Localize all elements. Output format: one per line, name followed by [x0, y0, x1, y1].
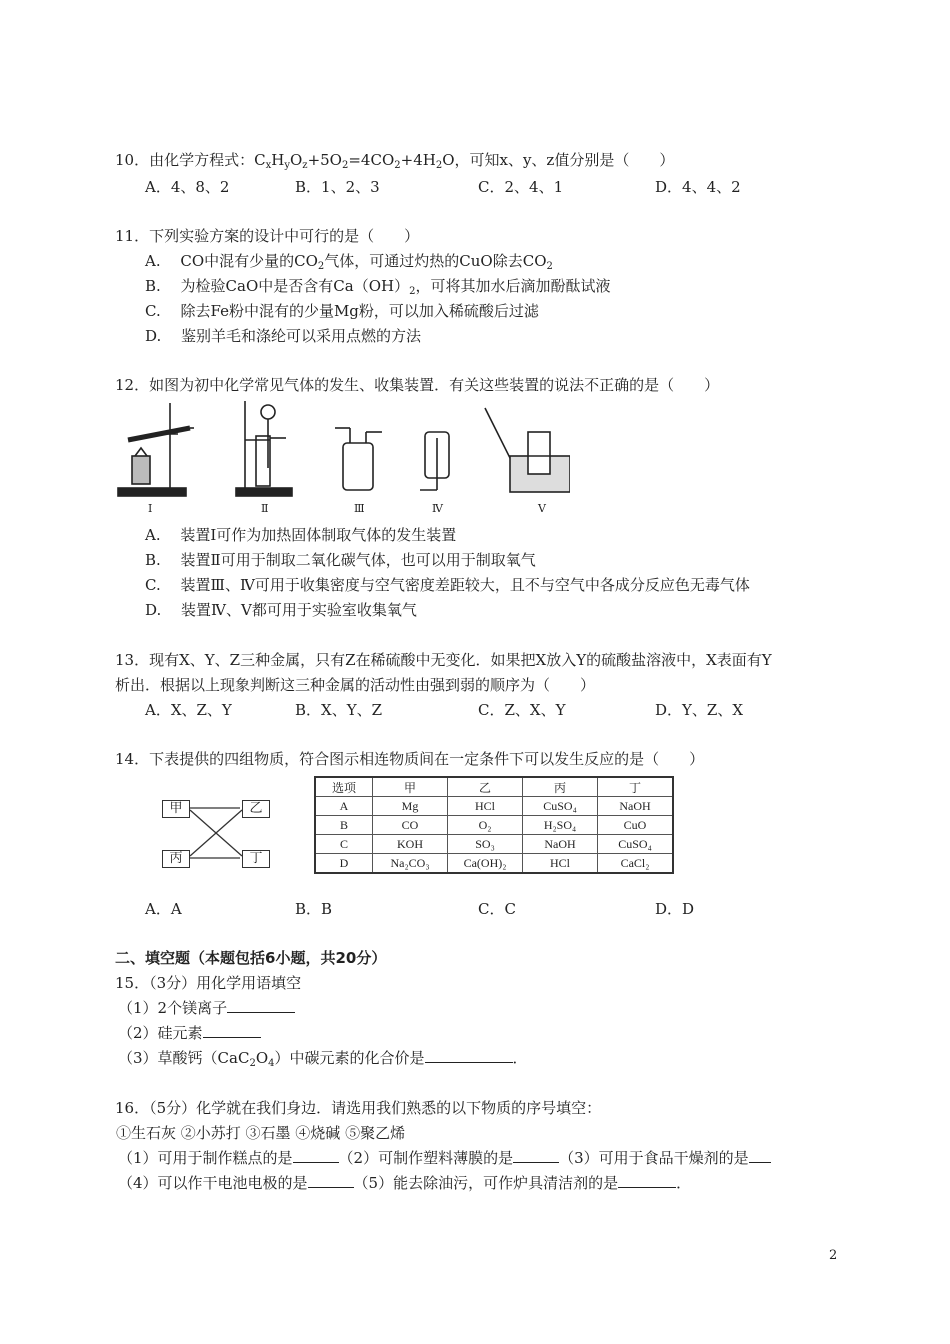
q14-option-c: C．C [478, 900, 516, 918]
q16-substance-list: ①生石灰 ②小苏打 ③石墨 ④烧碱 ⑤聚乙烯 [116, 1124, 406, 1142]
answer-blank[interactable] [618, 1173, 676, 1188]
answer-blank[interactable] [293, 1148, 339, 1163]
table-header-cell: 选项 [315, 777, 373, 797]
q11-option-d: D. 鉴别羊毛和涤纶可以采用点燃的方法 [145, 327, 422, 345]
q14-option-d: D．D [655, 900, 695, 918]
answer-blank[interactable] [227, 998, 295, 1013]
table-header-cell: 乙 [448, 777, 523, 797]
table-header-cell: 丁 [598, 777, 674, 797]
apparatus-label-iv: Ⅳ [432, 502, 443, 515]
q12-stem: 12．如图为初中化学常见气体的发生、收集装置．有关这些装置的说法不正确的是（ ） [115, 376, 720, 394]
q15-part-2: （2）硅元素 [118, 1023, 261, 1043]
diagram-box-ding: 丁 [242, 850, 270, 868]
table-row [315, 854, 673, 874]
q15-part-1: （1）2个镁离子 [118, 998, 295, 1018]
q10-option-c: C．2、4、1 [478, 178, 564, 196]
apparatus-iv [420, 432, 449, 490]
table-cell: C [315, 835, 373, 854]
table-header-row [315, 777, 673, 797]
apparatus-label-ii: Ⅱ [261, 502, 269, 515]
q16-line-1: （1）可用于制作糕点的是 （2）可制作塑料薄膜的是 （3）可用于食品干燥剂的是 [118, 1148, 771, 1168]
apparatus-iii [335, 428, 382, 490]
apparatus-label-i: Ⅰ [148, 502, 153, 515]
table-row [315, 816, 673, 835]
relation-diagram [160, 798, 275, 873]
table-row [315, 835, 673, 854]
table-cell: CO [373, 816, 448, 835]
q11-option-b: B. 为检验CaO中是否含有$Ca(OH)_2$，可将其加水后滴加酚酞试液 [145, 277, 611, 297]
q13-stem-line2: 析出．根据以上现象判断这三种金属的活动性由强到弱的顺序为（ ） [115, 676, 596, 694]
q10-option-d: D．4、4、2 [655, 178, 741, 196]
q14-stem: 14．下表提供的四组物质，符合图示相连物质间在一定条件下可以发生反应的是（ ） [115, 750, 705, 768]
apparatus-label-v: Ⅴ [538, 502, 546, 515]
table-header-cell: 甲 [373, 777, 448, 797]
q15-part-3: （3）草酸钙$(CaC_2O_4)$中碳元素的化合价是 ． [118, 1049, 528, 1069]
q13-option-c: C．Z、X、Y [478, 701, 566, 719]
lab-apparatus-figure [110, 398, 570, 516]
diagram-box-yi: 乙 [242, 800, 270, 818]
q11-stem: 11．下列实验方案的设计中可行的是（ ） [115, 227, 420, 245]
q14-option-b: B．B [295, 900, 333, 918]
table-cell: Na₂CO₃ [373, 854, 448, 874]
answer-blank[interactable] [749, 1148, 771, 1163]
q15-stem: 15．（3分）用化学用语填空 [115, 974, 302, 992]
answer-blank[interactable] [425, 1048, 513, 1063]
q11-option-a: A. CO中混有少量的$CO_2$气体，可通过灼热的CuO除去$CO_2$ [145, 252, 553, 272]
table-header-cell: 丙 [523, 777, 598, 797]
apparatus-v [485, 408, 570, 492]
table-row [315, 797, 673, 816]
apparatus-i [118, 403, 194, 496]
q12-option-c: C. 装置Ⅲ、Ⅳ可用于收集密度与空气密度差距较大，且不与空气中各成分反应色无毒气体 [145, 576, 750, 594]
section-heading: 二、填空题（本题包括6小题，共20分） [115, 949, 387, 967]
table-cell: HCl [448, 797, 523, 816]
q10-stem: 10．由化学方程式：$C_xH_yO_z+5O_2=4CO_2+4H_2O$，可知x、y、z值分别是（ ） [115, 151, 675, 171]
q12-option-a: A. 装置Ⅰ可作为加热固体制取气体的发生装置 [145, 526, 457, 544]
table-cell: CuO [598, 816, 674, 835]
table-cell: NaOH [523, 835, 598, 854]
q13-option-a: A．X、Z、Y [145, 701, 232, 719]
diagram-box-jia: 甲 [162, 800, 190, 818]
q12-option-d: D. 装置Ⅳ、Ⅴ都可用于实验室收集氧气 [145, 601, 417, 619]
q13-option-b: B．X、Y、Z [295, 701, 383, 719]
answer-blank[interactable] [308, 1173, 354, 1188]
table-cell: HCl [523, 854, 598, 874]
q11-option-c: C. 除去Fe粉中混有的少量Mg粉，可以加入稀硫酸后过滤 [145, 302, 539, 320]
table-cell: SO₃ [448, 835, 523, 854]
q14-option-a: A．A [145, 900, 182, 918]
answer-blank[interactable] [513, 1148, 559, 1163]
table-cell: Mg [373, 797, 448, 816]
q13-stem-line1: 13．现有X、Y、Z三种金属，只有Z在稀硫酸中无变化．如果把X放入Y的硫酸盐溶液中，X表面有Y [115, 651, 772, 669]
table-cell: O₂ [448, 816, 523, 835]
table-cell: KOH [373, 835, 448, 854]
diagram-box-bing: 丙 [162, 850, 190, 868]
table-cell: CuSO₄ [598, 835, 674, 854]
q16-stem: 16．（5分）化学就在我们身边．请选用我们熟悉的以下物质的序号填空： [115, 1099, 602, 1117]
table-cell: H₂SO₄ [523, 816, 598, 835]
q14-substance-table [314, 776, 674, 874]
q10-option-a: A．4、8、2 [145, 178, 230, 196]
answer-blank[interactable] [203, 1023, 261, 1038]
apparatus-label-iii: Ⅲ [354, 502, 365, 515]
table-cell: B [315, 816, 373, 835]
table-cell: CaCl₂ [598, 854, 674, 874]
table-cell: D [315, 854, 373, 874]
page-number: 2 [829, 1248, 838, 1263]
table-cell: Ca(OH)₂ [448, 854, 523, 874]
q16-line-2: （4）可以作干电池电极的是 （5）能去除油污，可作炉具清洁剂的是 ． [118, 1174, 692, 1192]
q10-option-b: B．1、2、3 [295, 178, 380, 196]
table-cell: A [315, 797, 373, 816]
q12-option-b: B. 装置Ⅱ可用于制取二氧化碳气体，也可以用于制取氧气 [145, 551, 536, 569]
table-cell: CuSO₄ [523, 797, 598, 816]
apparatus-ii [236, 401, 292, 496]
q13-option-d: D．Y、Z、X [655, 701, 744, 719]
table-cell: NaOH [598, 797, 674, 816]
